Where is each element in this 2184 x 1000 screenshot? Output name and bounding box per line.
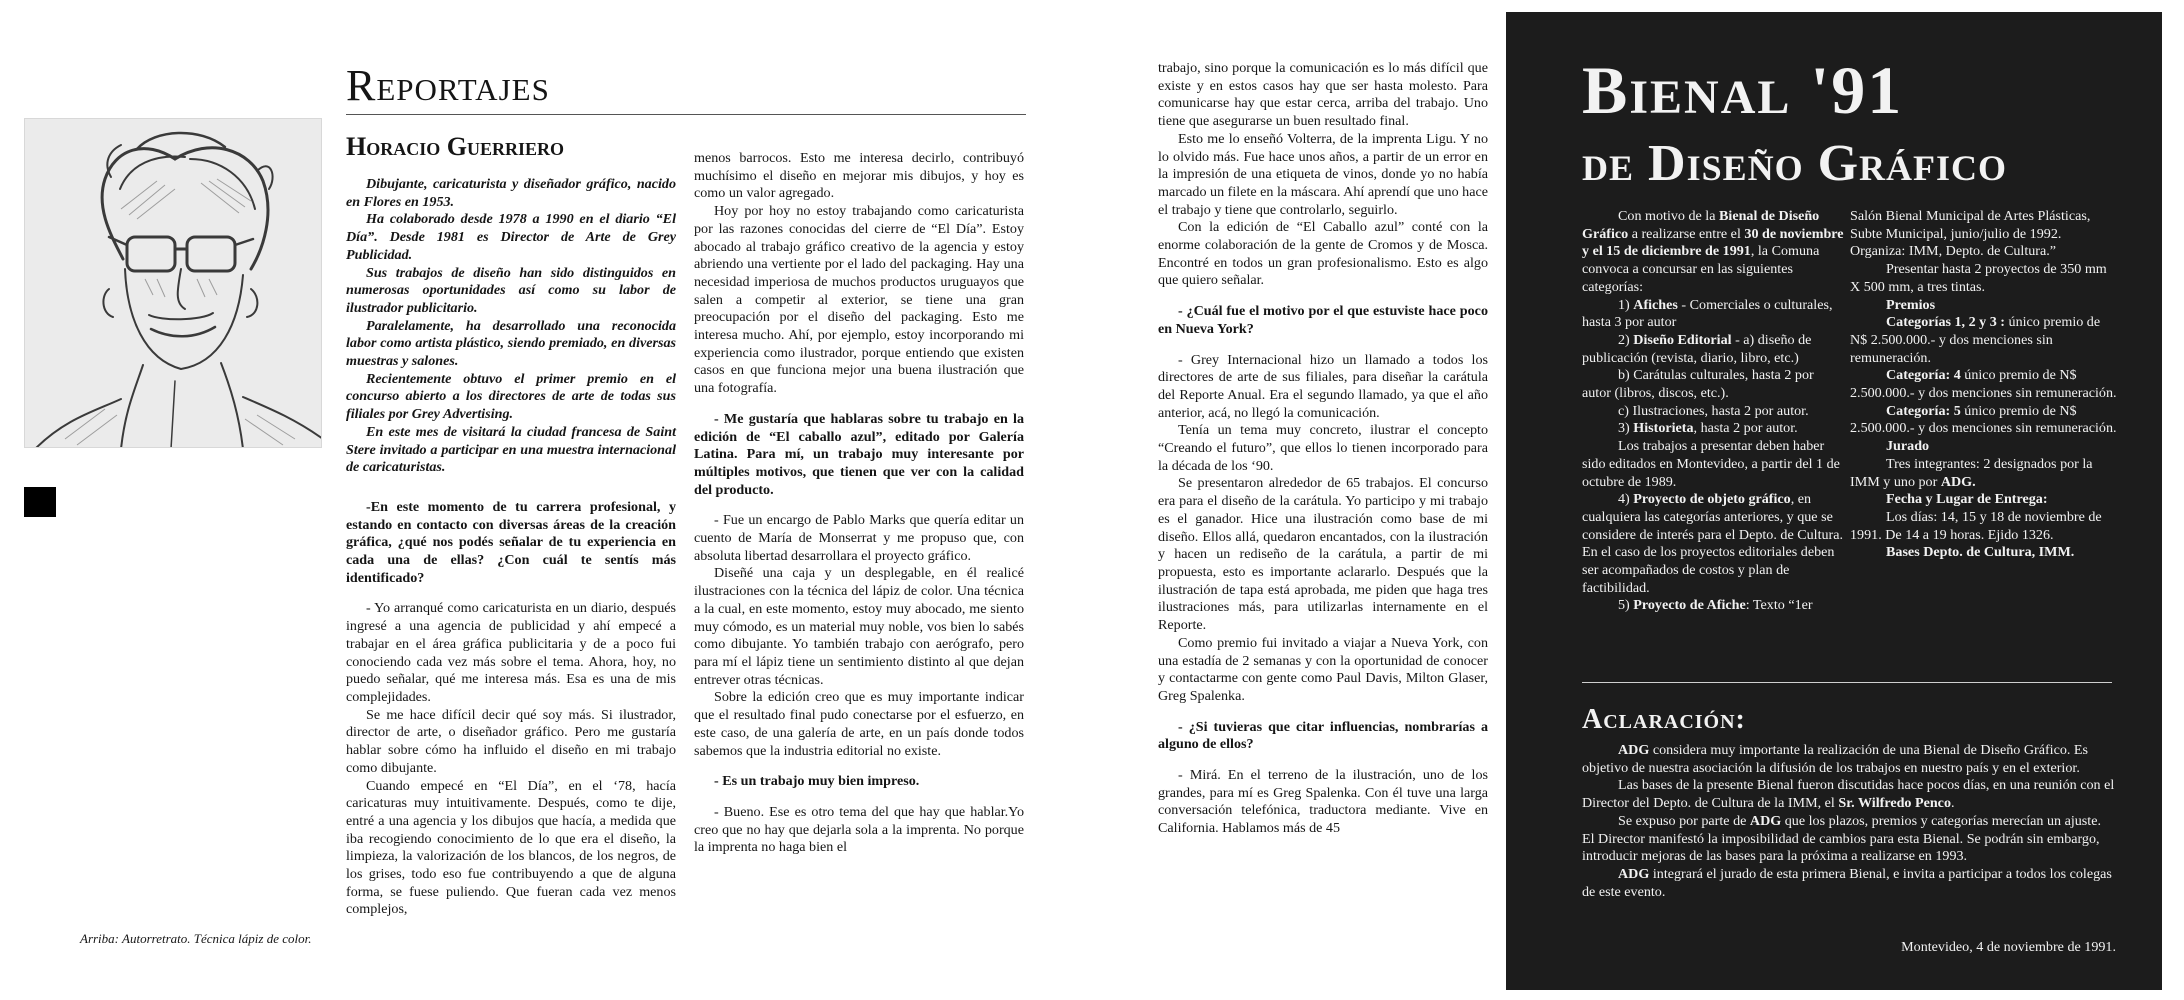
- text-run: : Texto “1er: [1745, 597, 1813, 614]
- text-run: .: [1951, 795, 1955, 812]
- text-run: - a) diseño de publicación (revista, diario, libro, etc.): [1582, 331, 1812, 366]
- panel-subheading: [1850, 544, 2120, 562]
- panel-paragraph: [1850, 456, 2120, 491]
- text-run: - Comerciales o culturales, hasta 3 por autor: [1582, 296, 1833, 331]
- text-run: Salón Bienal Municipal de Artes Plásticas, Subte Municipal, junio/julio de 1992. Organiza: IMM, Depto. de Cultura.”: [1850, 208, 2091, 260]
- question-paragraph: - Me gustaría que hablaras sobre tu trabajo en la edición de “El caballo azul”, editado por Galería Latina. Para mí, un trabajo muy interesante por múltiples motivos, que tienen que ver con la calidad del producto.: [694, 410, 1024, 498]
- answer-paragraph: - Mirá. En el terreno de la ilustración, uno de los grandes, para mí es Greg Spalenka. Con él tuve una larga conversación telefónica, traductora mediante. Vive en California. Hablamos más de 45: [1158, 767, 1488, 837]
- panel-column-1: [1582, 208, 1844, 615]
- panel-paragraph: [1582, 420, 1844, 438]
- article-column-2: [694, 150, 1024, 950]
- bio-paragraph: Paralelamente, ha desarrollado una reconocida labor como artista plástico, siendo premiado, en diversas muestras y salones.: [346, 317, 676, 370]
- text-run: único premio de N$ 2.500.000.- y dos menciones sin remuneración.: [1850, 367, 2117, 402]
- answer-paragraph: Con la edición de “El Caballo azul” conté con la enorme colaboración de la gente de Cromos y de Mosca. Encontré en todos un gran profesionalismo. Esto es algo que quiero señalar.: [1158, 219, 1488, 289]
- text-run: 5): [1618, 597, 1634, 614]
- panel-paragraph: [1850, 403, 2120, 438]
- bio-paragraph: Dibujante, caricaturista y diseñador gráfico, nacido en Flores en 1953.: [346, 176, 676, 210]
- panel-paragraph: [1582, 297, 1844, 332]
- panel-subheading: [1850, 438, 2120, 456]
- text-run: , en cualquiera las categorías anteriores, y que se considere de interés para el Depto. de Cultura. En el caso de los proyectos editoriales deben ser acompañados de costos y plan de factibilidad.: [1582, 491, 1844, 596]
- text-run: a realizarse entre el: [1628, 225, 1745, 242]
- aclaracion-paragraph: [1582, 777, 2116, 812]
- question-paragraph: - ¿Si tuvieras que citar influencias, nombrarías a alguno de ellos?: [1158, 718, 1488, 753]
- bio-paragraph: Recientemente obtuvo el primer premio en el concurso abierto a los directores de arte de todas sus filiales por Grey Advertising.: [346, 370, 676, 423]
- answer-paragraph: menos barrocos. Esto me interesa decirlo, contribuyó muchísimo el diseño en mejorar mis dibujos, y hoy es como un valor agregado.: [694, 150, 1024, 202]
- panel-paragraph: [1850, 367, 2120, 402]
- text-run: Tres integrantes: 2 designados por la IMM y uno por: [1850, 455, 2093, 490]
- text-run: único premio de N$ 2.500.000.- y dos menciones sin remuneración.: [1850, 402, 2117, 437]
- text-run: Los trabajos a presentar deben haber sido editados en Montevideo, a partir del 1 de octubre de 1989.: [1582, 438, 1840, 490]
- answer-paragraph: - Grey Internacional hizo un llamado a todos los directores de arte de sus filiales, para diseñar la carátula del Reporte Anual. Era el segundo llamado, ya que el año anterior, acá, no llegó la comunicación.: [1158, 351, 1488, 421]
- bold-run: Categoría: 5: [1886, 402, 1961, 419]
- bold-run: Diseño Editorial: [1633, 331, 1732, 348]
- panel-subheading: [1850, 297, 2120, 315]
- panel-paragraph: [1850, 261, 2120, 296]
- question-paragraph: -En este momento de tu carrera profesional, y estando en contacto con diversas áreas de la creación gráfica, ¿qué nos podés señalar de tu experiencia en cada una de ellas? ¿Con cuál te sentís más identificado?: [346, 498, 676, 586]
- bold-run: 30 de noviembre y el 15 de diciembre de 1991: [1582, 225, 1844, 260]
- panel-paragraph: [1582, 367, 1844, 402]
- bold-run: Sr. Wilfredo Penco: [1838, 795, 1951, 812]
- text-run: , la Comuna convoca a concursar en las siguientes categorías:: [1582, 243, 1820, 295]
- bold-run: Afiches: [1633, 296, 1678, 313]
- aclaracion-paragraph: [1582, 813, 2116, 866]
- bold-run: Proyecto de objeto gráfico: [1633, 491, 1791, 508]
- panel-paragraph: [1850, 208, 2120, 261]
- panel-paragraph: [1582, 208, 1844, 297]
- text-run: 4): [1618, 491, 1634, 508]
- text-run: b) Carátulas culturales, hasta 2 por autor (libros, discos, etc.).: [1582, 367, 1814, 402]
- answer-paragraph: trabajo, sino porque la comunicación es lo más difícil que existe y en estos casos hay que ser hasta molesto. Para comunicarse hay que estar cerca, arriba del trabajo. Uno tiene que asegurarse un buen resultado final.: [1158, 60, 1488, 130]
- bold-run: ADG.: [1940, 473, 1976, 490]
- bold-run: Jurado: [1886, 438, 1930, 455]
- aclaracion-paragraph: [1582, 866, 2116, 901]
- text-run: Con motivo de la: [1618, 208, 1719, 224]
- text-run: que los plazos, premios y categorías merecían un ajuste. El Director manifestó la imposibilidad de cambios para esta Bienal. Se podrán sin embargo, introducir mejoras de las bases para la próxima a realizarse en 1993.: [1582, 812, 2101, 865]
- bold-run: Bases Depto. de Cultura, IMM.: [1886, 544, 2075, 561]
- panel-paragraph: [1582, 597, 1844, 615]
- bold-run: Proyecto de Afiche: [1633, 597, 1746, 614]
- answer-paragraph: - Bueno. Ese es otro tema del que hay que hablar.Yo creo que no hay que dejarla sola a la imprenta. No porque la imprenta no haga bien el: [694, 803, 1024, 856]
- bold-run: ADG: [1749, 812, 1782, 829]
- text-run: considera muy importante la realización de una Bienal de Diseño Gráfico. Es objetivo de nuestra asociación la difusión de los trabajos en nuestro país y en el exterior.: [1582, 742, 2089, 776]
- panel-title-line-1: Bienal '91: [1582, 52, 1904, 128]
- bold-run: Fecha y Lugar de Entrega:: [1886, 491, 2048, 508]
- bio-paragraph: Ha colaborado desde 1978 a 1990 en el diario “El Día”. Desde 1981 es Director de Arte de Grey Publicidad.: [346, 211, 676, 263]
- bio-paragraph: Sus trabajos de diseño han sido distinguidos en numerosas oportunidades así como su labor de ilustrador publicitario.: [346, 264, 676, 316]
- answer-paragraph: Cuando empecé en “El Día”, en el ‘78, hacía caricaturas muy intuitivamente. Después, como te dije, entré a una agencia y los dibujos que hacía, a medida que iba recogiendo conocimiento de lo que era el diseño, la limpieza, la valorización de los blancos, de los negros, de los grises, todo eso fue contribuyendo a que de alguna forma, se fuese puliendo. Que fueran cada vez menos complejos,: [346, 777, 676, 918]
- bold-run: Categorías 1, 2 y 3 :: [1886, 314, 2005, 331]
- black-mark: [24, 487, 56, 517]
- answer-paragraph: Esto me lo enseñó Volterra, de la imprenta Ligu. Y no lo olvido más. Fue hace unos años, a partir de un error en la impresión de una etiqueta de vinos, donde yo no había marcado un filete en la máscara. Ahí aprendí que uno hace el trabajo y tiene que controlarlo, seguirlo.: [1158, 130, 1488, 218]
- panel-paragraph: [1850, 314, 2120, 367]
- text-run: Los días: 14, 15 y 18 de noviembre de 1991. De 14 a 19 horas. Ejido 1326.: [1850, 508, 2102, 543]
- panel-paragraph: [1582, 438, 1844, 491]
- text-run: 1): [1618, 296, 1634, 313]
- bold-run: Categoría: 4: [1886, 367, 1961, 384]
- panel-title-line-2: de Diseño Gráfico: [1582, 135, 2008, 192]
- aclaracion-heading: Aclaración:: [1582, 704, 1746, 735]
- text-run: integrará el jurado de esta primera Bienal, e invita a participar a todos los colegas de este evento.: [1582, 865, 2112, 900]
- aclaracion-text: [1582, 742, 2116, 901]
- section-title: Reportajes: [346, 61, 550, 110]
- panel-paragraph: [1582, 491, 1844, 597]
- answer-paragraph: Sobre la edición creo que es muy importante indicar que el resultado final pudo conectarse por el esfuerzo, en este caso, de una galería de arte, en un país donde todos sabemos que la industria editorial no existe.: [694, 689, 1024, 759]
- answer-paragraph: Diseñé una caja y un desplegable, en él realicé ilustraciones con la técnica del lápiz de color. Una técnica a la cual, en este momento, estoy muy abocado, me siento muy cómodo, es un material muy noble, vos bien lo sabés como dibujante. Yo también trabajo con aerógrafo, pero para mí el lápiz tiene un sentimiento distinto al que dejan entrever otras técnicas.: [694, 565, 1024, 688]
- panel-paragraph: [1850, 509, 2120, 544]
- answer-paragraph: Hoy por hoy no estoy trabajando como caricaturista por las razones conocidas del cierre de “El Día”. Estoy abocado al trabajo gráfico creativo de la agencia y estoy abriendo una vertiente por el lado del packaging. Hay una necesidad imperiosa de muchos productos uruguayos que salen a competir al exterior, se tiene una gran preocupación por el diseño del packaging. Esto me interesa mucho. Ahí, por ejemplo, estoy incorporando mi experiencia como ilustrador, porque entiendo que existen casos en que funciona mejor una buena ilustración que una fotografía.: [694, 203, 1024, 397]
- answer-paragraph: Se me hace difícil decir qué soy más. Si ilustrador, director de arte, o diseñador gráfico. Pero me gustaría hablar sobre cómo ha influido el diseño en mi trabajo como dibujante.: [346, 706, 676, 776]
- title-rule: [346, 114, 1026, 115]
- text-run: Presentar hasta 2 proyectos de 350 mm X 500 mm, a tres tintas.: [1850, 261, 2107, 295]
- portrait-drawing: [25, 119, 322, 448]
- answer-paragraph: - Fue un encargo de Pablo Marks que quería editar un cuento de María de Monserrat y me propuso que, con absoluta libertad desarrollara el proyecto gráfico.: [694, 512, 1024, 564]
- bold-run: Historieta: [1633, 420, 1694, 437]
- question-paragraph: - Es un trabajo muy bien impreso.: [714, 773, 920, 790]
- text-run: 2): [1618, 331, 1634, 348]
- bold-run: Bienal de Diseño Gráfico: [1582, 208, 1820, 242]
- bienal-panel: [1506, 12, 2162, 990]
- panel-divider: [1582, 682, 2112, 683]
- bold-run: ADG: [1618, 865, 1650, 882]
- article-column-3: [1158, 60, 1488, 950]
- panel-signoff: Montevideo, 4 de noviembre de 1991.: [1901, 939, 2116, 955]
- bold-run: Premios: [1886, 296, 1936, 313]
- answer-paragraph: - Yo arranqué como caricaturista en un diario, después ingresé a una agencia de publicidad y ahí empecé a trabajar en el área gráfica publicitaria y de a poco fui conociendo cada vez más sobre el tema. Ahora, hoy, no puedo señalar, qué me interesa más. Esa es una de mis complejidades.: [346, 600, 676, 705]
- question-paragraph: - ¿Cuál fue el motivo por el que estuviste hace poco en Nueva York?: [1158, 303, 1488, 337]
- bio-paragraph: En este mes de visitará la ciudad francesa de Saint Stere invitado a participar en una muestra internacional de caricaturistas.: [346, 423, 676, 476]
- article-column-1: [346, 176, 676, 956]
- text-run: único premio de N$ 2.500.000.- y dos menciones sin remuneración.: [1850, 314, 2101, 366]
- panel-subheading: [1850, 491, 2120, 509]
- answer-paragraph: Como premio fui invitado a viajar a Nueva York, con una estadía de 2 semanas y con la oportunidad de conocer y contactarme con gente como Paul Davis, Milton Glaser, Greg Spalenka.: [1158, 634, 1488, 704]
- panel-column-2: [1850, 208, 2120, 562]
- answer-paragraph: Se presentaron alrededor de 65 trabajos. El concurso era para el diseño de la carátula. Yo participo y mi trabajo es el ganador. Hice una ilustración como base de mi diseño. Ellos allá, quedaron encantados, con la ilustración y hacen un rediseño de la carátula, a partir de mi propuesta, esto es importante aclararlo. Después que la ilustración de tapa está aprobada, me piden que haga tres ilustraciones más, para utilizarlas internamente en el Reporte.: [1158, 475, 1488, 634]
- author-name: Horacio Guerriero: [346, 132, 564, 161]
- text-run: 3): [1618, 420, 1634, 437]
- answer-paragraph: Tenía un tema muy concreto, ilustrar el concepto “Creando el futuro”, que ellos lo tienen incorporado para la década de los ‘90.: [1158, 422, 1488, 474]
- text-run: Las bases de la presente Bienal fueron discutidas hace pocos días, en una reunión con el Director del Depto. de Cultura de la IMM, el: [1582, 777, 2115, 812]
- text-run: , hasta 2 por autor.: [1693, 420, 1798, 437]
- text-run: c) Ilustraciones, hasta 2 por autor.: [1618, 402, 1809, 419]
- bold-run: ADG: [1618, 742, 1650, 758]
- aclaracion-paragraph: [1582, 742, 2116, 777]
- portrait-caption: Arriba: Autorretrato. Técnica lápiz de color.: [80, 931, 312, 946]
- self-portrait-sketch: [24, 118, 322, 448]
- panel-paragraph: [1582, 332, 1844, 367]
- text-run: Se expuso por parte de: [1618, 812, 1750, 829]
- panel-paragraph: [1582, 403, 1844, 421]
